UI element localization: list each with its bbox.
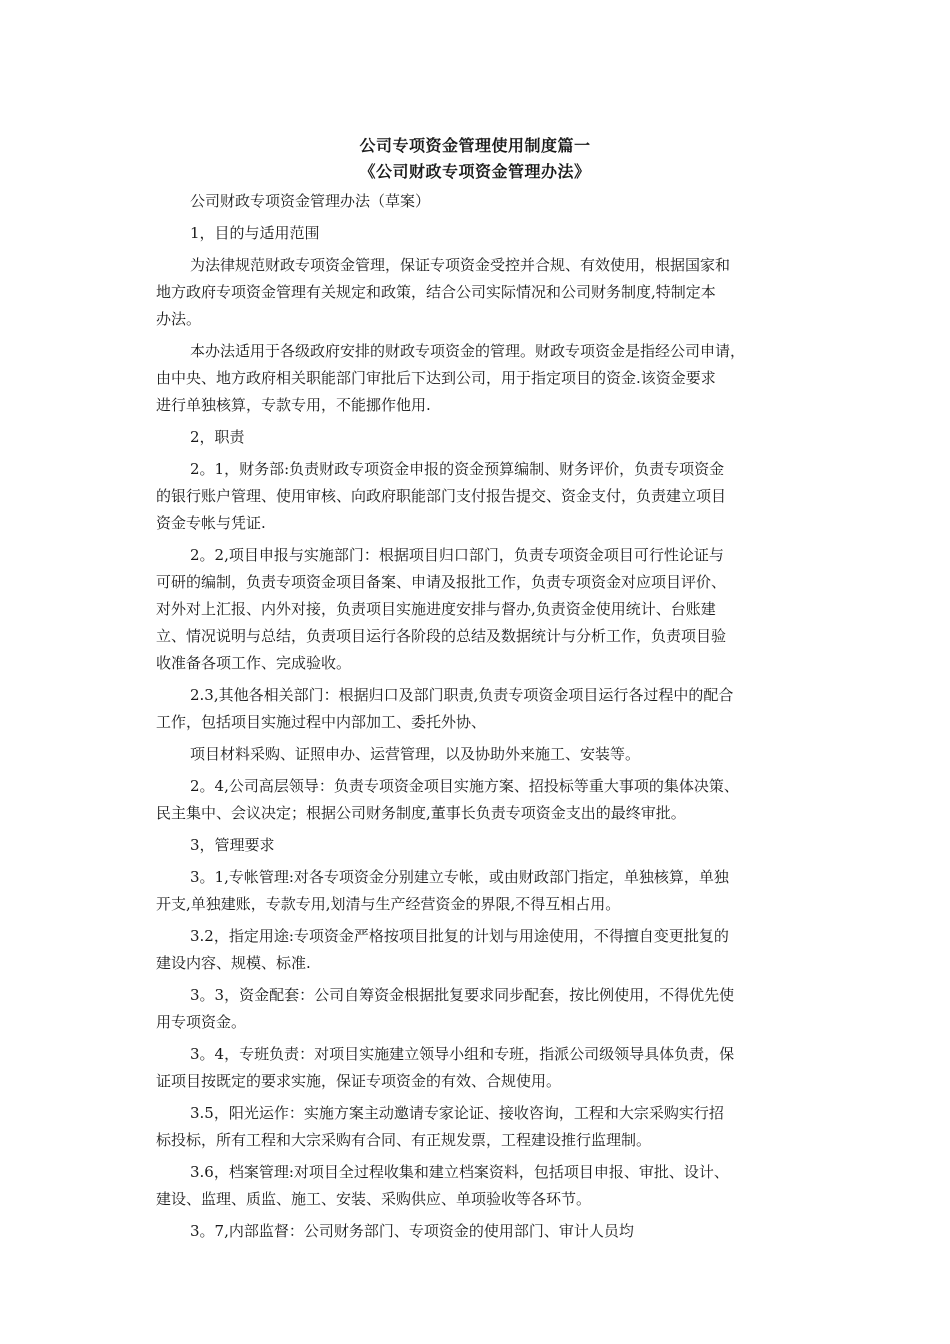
paragraph-line: 3。7,内部监督：公司财务部门、专项资金的使用部门、审计人员均 [190,1222,634,1240]
paragraph-line: 开支,单独建账，专款专用,划清与生产经营资金的界限,不得互相占用。 [156,895,621,913]
paragraph-line: 资金专帐与凭证. [156,514,266,532]
paragraph-line: 2.3,其他各相关部门：根据归口及部门职责,负责专项资金项目运行各过程中的配合 [190,686,734,704]
paragraph-line: 收准备各项工作、完成验收。 [156,654,352,672]
paragraph-line: 标投标，所有工程和大宗采购有合同、有正规发票，工程建设推行监理制。 [156,1131,652,1149]
paragraph-line: 3.2，指定用途:专项资金严格按项目批复的计划与用途使用，不得擅自变更批复的 [190,927,729,945]
paragraph [156,1159,796,1213]
paragraph-line: 3，管理要求 [190,836,275,854]
paragraph-line: 3。4，专班负责：对项目实施建立领导小组和专班，指派公司级领导具体负责，保 [190,1045,735,1063]
document-title: 公司专项资金管理使用制度篇一 [359,136,591,155]
paragraph [156,923,796,977]
paragraph-line: 的银行账户管理、使用审核、向政府职能部门支付报告提交、资金支付，负责建立项目 [156,487,727,505]
paragraph-line: 3。3，资金配套：公司自筹资金根据批复要求同步配套，按比例使用，不得优先使 [190,986,735,1004]
paragraph [156,1041,796,1095]
paragraph-line: 2，职责 [190,428,245,446]
section-line [156,741,796,768]
paragraph-line: 建设内容、规模、标准. [156,954,311,972]
paragraph-line: 进行单独核算，专款专用，不能挪作他用. [156,396,431,414]
section-line [156,220,796,247]
paragraph [156,338,796,419]
paragraph-line: 民主集中、会议决定；根据公司财务制度,董事长负责专项资金支出的最终审批。 [156,804,686,822]
paragraph-line: 2。2,项目申报与实施部门：根据项目归口部门，负责专项资金项目可行性论证与 [190,546,724,564]
paragraph [156,982,796,1036]
section-line [156,188,796,215]
paragraph-line: 项目材料采购、证照申办、运营管理，以及协助外来施工、安装等。 [190,745,641,763]
paragraph [156,682,796,736]
paragraph-line: 公司财政专项资金管理办法（草案） [190,192,431,210]
section-line [156,424,796,451]
paragraph [156,252,796,333]
paragraph-line: 2。1，财务部:负责财政专项资金申报的资金预算编制、财务评价，负责专项资金 [190,460,725,478]
paragraph-line: 用专项资金。 [156,1013,247,1031]
paragraph-line: 办法。 [156,310,202,328]
paragraph-line: 2。4,公司高层领导：负责专项资金项目实施方案、招投标等重大事项的集体决策、 [190,777,739,795]
paragraph-line: 3.6，档案管理:对项目全过程收集和建立档案资料，包括项目申报、审批、设计、 [190,1163,729,1181]
paragraph-line: 地方政府专项资金管理有关规定和政策，结合公司实际情况和公司财务制度,特制定本 [156,283,716,301]
paragraph-line: 可研的编制，负责专项资金项目备案、申请及报批工作，负责专项资金对应项目评价、 [156,573,727,591]
paragraph [156,542,796,677]
paragraph-line: 本办法适用于各级政府安排的财政专项资金的管理。财政专项资金是指经公司申请， [190,342,746,360]
paragraph-line: 工作，包括项目实施过程中内部加工、委托外协、 [156,713,487,731]
paragraph-line: 建设、监理、质监、施工、安装、采购供应、单项验收等各环节。 [156,1190,592,1208]
paragraph [156,1100,796,1154]
paragraph-line: 3。1,专帐管理:对各专项资金分别建立专帐，或由财政部门指定，单独核算，单独 [190,868,729,886]
section-line [156,832,796,859]
document-subtitle: 《公司财政专项资金管理办法》 [359,162,591,181]
paragraph-line: 立、情况说明与总结，负责项目运行各阶段的总结及数据统计与分析工作，负责项目验 [156,627,727,645]
paragraph-line: 由中央、地方政府相关职能部门审批后下达到公司，用于指定项目的资金.该资金要求 [156,369,716,387]
paragraph-line: 证项目按既定的要求实施，保证专项资金的有效、合规使用。 [156,1072,562,1090]
document-body [156,188,796,1250]
paragraph [156,864,796,918]
section-line [156,1218,796,1245]
paragraph-line: 1，目的与适用范围 [190,224,320,242]
paragraph [156,456,796,537]
paragraph-line: 对外对上汇报、内外对接，负责项目实施进度安排与督办,负责资金使用统计、台账建 [156,600,716,618]
paragraph [156,773,796,827]
paragraph-line: 为法律规范财政专项资金管理，保证专项资金受控并合规、有效使用，根据国家和 [190,256,731,274]
paragraph-line: 3.5，阳光运作：实施方案主动邀请专家论证、接收咨询，工程和大宗采购实行招 [190,1104,724,1122]
